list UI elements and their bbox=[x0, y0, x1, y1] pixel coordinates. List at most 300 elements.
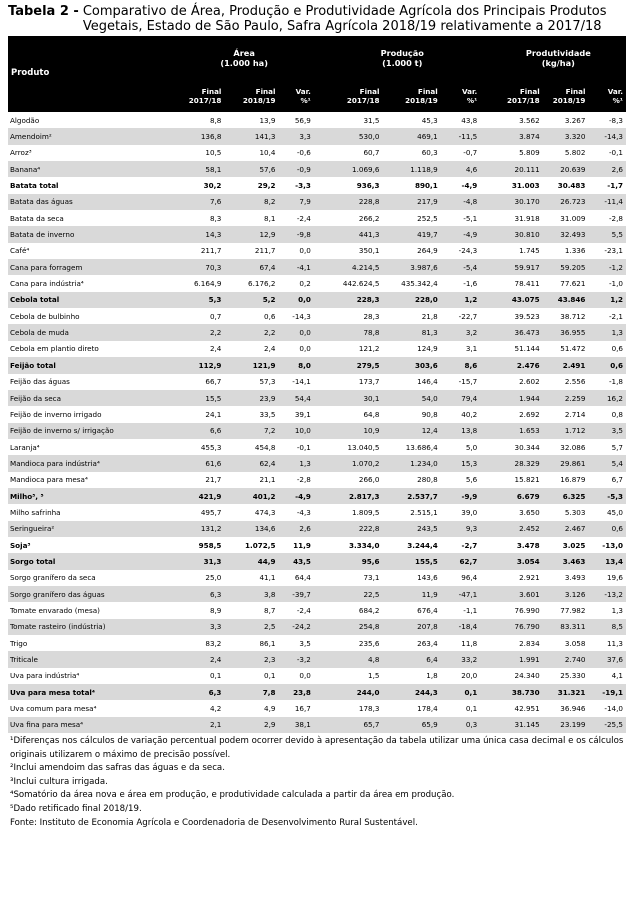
table-row bbox=[8, 292, 626, 308]
table-cell: 474,3 bbox=[254, 507, 276, 517]
table-cell: 67,4 bbox=[224, 259, 278, 275]
table-cell: 435.342,4 bbox=[401, 279, 438, 289]
table-cell: -0,1 bbox=[296, 442, 311, 452]
table-cell: 0,0 bbox=[299, 246, 311, 256]
table-cell: 178,4 bbox=[417, 704, 438, 714]
table-cell: 0,6 bbox=[588, 357, 626, 373]
table-row bbox=[8, 504, 626, 520]
table-row bbox=[8, 210, 626, 226]
table-cell: -2,4 bbox=[296, 605, 311, 615]
product-name: Cebola de muda bbox=[8, 324, 174, 340]
table-cell: 2,1 bbox=[174, 717, 224, 733]
table-cell: 96,4 bbox=[461, 573, 478, 583]
table-cell: 2.817,3 bbox=[324, 488, 382, 504]
table-cell: 131,2 bbox=[174, 521, 224, 537]
table-cell: -4,9 bbox=[441, 226, 481, 242]
subheader-var-pct: Var. %¹ bbox=[441, 80, 481, 112]
table-row bbox=[8, 488, 626, 504]
table-cell: -5,3 bbox=[588, 488, 626, 504]
table-cell: 0,0 bbox=[278, 324, 313, 340]
table-cell: 64,8 bbox=[363, 409, 380, 419]
table-cell: 2,9 bbox=[224, 717, 278, 733]
table-cell: 2.476 bbox=[491, 357, 543, 373]
table-cell: 15,5 bbox=[174, 390, 224, 406]
table-cell: 16.879 bbox=[560, 475, 586, 485]
table-row bbox=[8, 226, 626, 242]
table-cell: 10,9 bbox=[324, 423, 382, 439]
table-cell: 217,9 bbox=[382, 194, 440, 210]
table-cell: -24,2 bbox=[278, 619, 313, 635]
table-cell: 0,6 bbox=[264, 311, 276, 321]
table-cell: 1,5 bbox=[368, 671, 380, 681]
table-cell: 3.054 bbox=[491, 553, 543, 569]
product-name: Batata total bbox=[10, 181, 59, 191]
table-cell: -4,9 bbox=[461, 181, 478, 191]
table-cell: 0,8 bbox=[611, 409, 623, 419]
table-cell: 0,1 bbox=[441, 684, 481, 700]
product-name: Cana para forragem bbox=[8, 259, 174, 275]
table-cell: -0,9 bbox=[278, 161, 313, 177]
table-cell: 76.790 bbox=[491, 619, 543, 635]
table-cell: 1.234,0 bbox=[382, 455, 440, 471]
table-cell: -3,3 bbox=[295, 181, 311, 191]
product-name: Cebola de bulbinho bbox=[10, 311, 80, 321]
table-cell: 1.653 bbox=[491, 423, 543, 439]
table-cell: 2.452 bbox=[491, 521, 543, 537]
table-cell: 29,2 bbox=[257, 181, 276, 191]
table-cell: 57,6 bbox=[224, 161, 278, 177]
table-cell: 2,2 bbox=[224, 324, 278, 340]
table-cell: 350,1 bbox=[358, 246, 380, 256]
table-cell: 244,3 bbox=[382, 684, 440, 700]
table-cell: -2,1 bbox=[608, 311, 623, 321]
table-cell: 13.686,4 bbox=[405, 442, 438, 452]
table-cell: 0,2 bbox=[299, 279, 311, 289]
table-cell: 12,9 bbox=[224, 226, 278, 242]
table-cell: 64,4 bbox=[294, 573, 311, 583]
table-cell: 244,0 bbox=[324, 684, 382, 700]
table-cell: 3.874 bbox=[491, 128, 543, 144]
product-name: Cebola em plantio direto bbox=[10, 344, 99, 354]
table-cell: 43,5 bbox=[278, 553, 313, 569]
table-cell: 2.921 bbox=[519, 573, 540, 583]
table-cell: 1.944 bbox=[491, 390, 543, 406]
table-cell: 124,9 bbox=[417, 344, 438, 354]
table-cell: 5,4 bbox=[588, 455, 626, 471]
table-cell: 2,3 bbox=[224, 651, 278, 667]
table-cell: 59.917 bbox=[491, 259, 543, 275]
table-cell: 3,3 bbox=[174, 619, 224, 635]
product-name: Feijão de inverno irrigado bbox=[10, 409, 102, 419]
table-cell: 936,3 bbox=[356, 181, 380, 191]
product-name: Amendoim² bbox=[8, 128, 174, 144]
product-name: Seringueira² bbox=[8, 521, 174, 537]
table-title bbox=[8, 4, 626, 34]
table-cell: -4,8 bbox=[441, 194, 481, 210]
table-cell: 5,0 bbox=[465, 442, 478, 452]
table-cell: 39.523 bbox=[514, 311, 540, 321]
table-cell: 3,2 bbox=[441, 324, 481, 340]
footnote: ³Inclui cultura irrigada. bbox=[10, 776, 108, 787]
product-name: Arroz³ bbox=[10, 148, 32, 158]
table-cell: 4,8 bbox=[324, 651, 382, 667]
table-cell: 16,2 bbox=[588, 390, 626, 406]
table-cell: 1.991 bbox=[491, 651, 543, 667]
table-cell: 10,0 bbox=[278, 423, 313, 439]
table-cell: 1,2 bbox=[441, 292, 481, 308]
table-cell: 32.493 bbox=[543, 226, 589, 242]
table-cell: 23,9 bbox=[224, 390, 278, 406]
table-cell: -4,1 bbox=[278, 259, 313, 275]
table-cell: 78.411 bbox=[514, 279, 540, 289]
table-cell: 454,8 bbox=[254, 442, 276, 452]
table-cell: 228,0 bbox=[382, 292, 440, 308]
table-cell: 1.336 bbox=[564, 246, 586, 256]
table-cell: -2,4 bbox=[296, 213, 311, 223]
table-cell: 76.990 bbox=[514, 605, 540, 615]
table-cell: 31,3 bbox=[174, 553, 224, 569]
product-name: Feijão das águas bbox=[10, 377, 70, 387]
table-cell: 38.712 bbox=[560, 311, 586, 321]
subheader-var-pct: Var. %¹ bbox=[278, 80, 313, 112]
table-cell: 39,1 bbox=[294, 409, 311, 419]
table-cell: 3,1 bbox=[465, 344, 478, 354]
table-cell: 173,7 bbox=[358, 377, 380, 387]
table-cell: 2.491 bbox=[543, 357, 589, 373]
table-row bbox=[8, 243, 626, 259]
table-cell: 3.244,4 bbox=[407, 540, 438, 550]
table-cell: -47,1 bbox=[441, 586, 481, 602]
table-cell: 8,2 bbox=[224, 194, 278, 210]
table-cell: -5,1 bbox=[463, 213, 478, 223]
table-cell: 56,9 bbox=[294, 115, 311, 125]
table-cell: 57,3 bbox=[259, 377, 276, 387]
table-cell: 136,8 bbox=[174, 128, 224, 144]
table-cell: 3,8 bbox=[224, 586, 278, 602]
table-row bbox=[8, 177, 626, 193]
table-cell: 146,4 bbox=[417, 377, 438, 387]
table-cell: 25.330 bbox=[560, 671, 586, 681]
table-cell: 6,4 bbox=[382, 651, 440, 667]
subheader-final-2017-18: Final 2017/18 bbox=[324, 80, 382, 112]
product-name: Trigo bbox=[10, 638, 28, 648]
table-cell: 3.987,6 bbox=[382, 259, 440, 275]
table-cell: 54,4 bbox=[278, 390, 313, 406]
table-cell: 21,7 bbox=[205, 475, 222, 485]
table-row bbox=[8, 423, 626, 439]
table-cell: 60,3 bbox=[421, 148, 438, 158]
product-name: Laranja⁴ bbox=[10, 442, 40, 452]
table-row bbox=[8, 521, 626, 537]
table-cell: 21,8 bbox=[421, 311, 438, 321]
table-cell: 13.040,5 bbox=[347, 442, 380, 452]
table-cell: 51.472 bbox=[560, 344, 586, 354]
footnote: Fonte: Instituto de Economia Agrícola e Coordenadoria de Desenvolvimento Rural Sustentável. bbox=[10, 817, 418, 828]
table-row bbox=[8, 112, 626, 128]
table-row bbox=[8, 357, 626, 373]
table-row bbox=[8, 586, 626, 602]
table-cell: -22,7 bbox=[458, 311, 478, 321]
table-cell: 266,0 bbox=[358, 475, 380, 485]
table-cell: 455,3 bbox=[200, 442, 222, 452]
table-cell: 1,3 bbox=[278, 455, 313, 471]
table-cell: -13,2 bbox=[588, 586, 626, 602]
table-cell: 6.679 bbox=[491, 488, 543, 504]
table-cell: 31.003 bbox=[511, 181, 540, 191]
table-cell: -0,7 bbox=[463, 148, 478, 158]
table-cell: 25,0 bbox=[205, 573, 222, 583]
table-row bbox=[8, 717, 626, 733]
table-cell: -4,3 bbox=[296, 507, 311, 517]
table-cell: 23.199 bbox=[543, 717, 589, 733]
product-name: Sorgo total bbox=[8, 553, 174, 569]
product-name: Tomate rasteiro (indústria) bbox=[8, 619, 174, 635]
table-cell: 143,6 bbox=[417, 573, 438, 583]
table-row bbox=[8, 668, 626, 684]
table-cell: 43.846 bbox=[543, 292, 589, 308]
table-cell: 2.556 bbox=[564, 377, 586, 387]
table-cell: 43.075 bbox=[491, 292, 543, 308]
table-cell: 61,6 bbox=[174, 455, 224, 471]
table-cell: 4,6 bbox=[441, 161, 481, 177]
table-cell: 3.320 bbox=[543, 128, 589, 144]
table-cell: -13,0 bbox=[602, 540, 623, 550]
table-cell: 8,9 bbox=[209, 605, 222, 615]
table-cell: 5,3 bbox=[174, 292, 224, 308]
table-cell: -23,1 bbox=[604, 246, 623, 256]
table-cell: 121,2 bbox=[358, 344, 380, 354]
table-cell: 77.621 bbox=[560, 279, 586, 289]
table-cell: -0,1 bbox=[608, 148, 623, 158]
table-cell: 14,3 bbox=[174, 226, 224, 242]
product-name: Uva para mesa total⁴ bbox=[8, 684, 174, 700]
table-cell: 8,0 bbox=[278, 357, 313, 373]
table-cell: 38.730 bbox=[491, 684, 543, 700]
table-cell: 24.340 bbox=[514, 671, 540, 681]
table-cell: 211,7 bbox=[200, 246, 222, 256]
table-cell: 5,2 bbox=[224, 292, 278, 308]
subheader-final-2017-18: Final 2017/18 bbox=[174, 80, 224, 112]
table-row bbox=[8, 570, 626, 586]
table-cell: 41,1 bbox=[259, 573, 276, 583]
table-cell: 1.712 bbox=[543, 423, 589, 439]
table-cell: 21,1 bbox=[259, 475, 276, 485]
subheader-var-pct: Var. %¹ bbox=[588, 80, 626, 112]
table-cell: 419,7 bbox=[382, 226, 440, 242]
product-name: Uva para indústria⁴ bbox=[10, 671, 80, 681]
product-name: Tomate envarado (mesa) bbox=[10, 605, 100, 615]
table-cell: 11,9 bbox=[382, 586, 440, 602]
table-cell: 2,6 bbox=[588, 161, 626, 177]
table-row bbox=[8, 259, 626, 275]
table-row bbox=[8, 390, 626, 406]
table-cell: 30.810 bbox=[491, 226, 543, 242]
table-cell: 58,1 bbox=[174, 161, 224, 177]
table-cell: 13,9 bbox=[259, 115, 276, 125]
subheader-final-2018-19: Final 2018/19 bbox=[382, 80, 440, 112]
footnote: ¹Diferenças nos cálculos de variação percentual podem ocorrer devido à apresentação da tabela utilizar uma única casa decimal e os cálculos originais utilizarem o máximo de precisão possível. bbox=[10, 736, 624, 760]
table-row bbox=[8, 651, 626, 667]
table-cell: 5.802 bbox=[564, 148, 586, 158]
table-cell: 2.537,7 bbox=[382, 488, 440, 504]
table-cell: 2.515,1 bbox=[410, 507, 438, 517]
table-cell: 40,2 bbox=[461, 409, 478, 419]
table-cell: 211,7 bbox=[254, 246, 276, 256]
table-cell: -11,4 bbox=[588, 194, 626, 210]
table-row bbox=[8, 553, 626, 569]
table-cell: 6.176,2 bbox=[248, 279, 276, 289]
table-cell: 6,3 bbox=[174, 586, 224, 602]
product-name: Triticale bbox=[8, 651, 174, 667]
table-cell: 1.745 bbox=[519, 246, 540, 256]
table-cell: -14,3 bbox=[292, 311, 311, 321]
table-cell: 11,9 bbox=[293, 540, 311, 550]
product-name: Sorgo granífero da seca bbox=[10, 573, 96, 583]
table-title-text: Comparativo de Área, Produção e Produtividade Agrícola dos Principais Produtos Vegetais, Estado de São Paulo, Safra Agrícola 2018/19 relativamente a 2017/18 bbox=[82, 4, 607, 34]
table-cell: 36.955 bbox=[543, 324, 589, 340]
table-cell: 54,0 bbox=[382, 390, 440, 406]
table-cell: 7,6 bbox=[174, 194, 224, 210]
table-cell: 1,8 bbox=[426, 671, 438, 681]
table-cell: 2,4 bbox=[174, 651, 224, 667]
table-cell: 28,3 bbox=[363, 311, 380, 321]
table-cell: 81,3 bbox=[382, 324, 440, 340]
table-cell: 228,8 bbox=[324, 194, 382, 210]
table-cell: 4,1 bbox=[611, 671, 623, 681]
table-cell: 15,3 bbox=[441, 455, 481, 471]
table-row bbox=[8, 275, 626, 291]
table-cell: 252,5 bbox=[417, 213, 438, 223]
table-cell: 8,5 bbox=[588, 619, 626, 635]
table-cell: 530,0 bbox=[324, 128, 382, 144]
table-cell: 8,3 bbox=[209, 213, 222, 223]
table-cell: 8,8 bbox=[209, 115, 222, 125]
product-name: Café⁴ bbox=[10, 246, 30, 256]
table-cell: 7,9 bbox=[278, 194, 313, 210]
table-cell: 890,1 bbox=[414, 181, 438, 191]
table-cell: 83,2 bbox=[205, 638, 222, 648]
table-cell: 20.111 bbox=[491, 161, 543, 177]
table-row bbox=[8, 161, 626, 177]
table-cell: -1,0 bbox=[608, 279, 623, 289]
table-cell: 33,2 bbox=[441, 651, 481, 667]
table-cell: 95,6 bbox=[324, 553, 382, 569]
table-cell: 70,3 bbox=[174, 259, 224, 275]
table-cell: 3.493 bbox=[564, 573, 586, 583]
table-cell: 3.562 bbox=[519, 115, 540, 125]
table-row bbox=[8, 700, 626, 716]
table-cell: 3,5 bbox=[299, 638, 311, 648]
table-cell: 24,1 bbox=[205, 409, 222, 419]
table-cell: 30.170 bbox=[491, 194, 543, 210]
table-cell: 29.861 bbox=[543, 455, 589, 471]
table-cell: 23,8 bbox=[278, 684, 313, 700]
table-cell: 44,9 bbox=[224, 553, 278, 569]
table-cell: 8,6 bbox=[441, 357, 481, 373]
table-cell: 51.144 bbox=[514, 344, 540, 354]
table-cell: 121,9 bbox=[224, 357, 278, 373]
table-cell: -2,8 bbox=[608, 213, 623, 223]
table-cell: 45,3 bbox=[421, 115, 438, 125]
table-cell: -25,5 bbox=[588, 717, 626, 733]
product-name: Cana para indústria⁴ bbox=[10, 279, 84, 289]
table-cell: 16,7 bbox=[294, 704, 311, 714]
table-row bbox=[8, 537, 626, 553]
table-cell: 4,9 bbox=[264, 704, 276, 714]
table-cell: 0,7 bbox=[209, 311, 222, 321]
table-cell: 3.025 bbox=[562, 540, 586, 550]
table-cell: 2.692 bbox=[519, 409, 540, 419]
table-cell: 5.809 bbox=[519, 148, 540, 158]
table-cell: 59.205 bbox=[543, 259, 589, 275]
table-cell: 38,1 bbox=[278, 717, 313, 733]
table-cell: 5.303 bbox=[564, 507, 586, 517]
table-cell: -39,7 bbox=[278, 586, 313, 602]
table-cell: 495,7 bbox=[200, 507, 222, 517]
table-cell: 13,8 bbox=[441, 423, 481, 439]
table-cell: 254,8 bbox=[324, 619, 382, 635]
subheader-final-2018-19: Final 2018/19 bbox=[543, 80, 589, 112]
table-cell: 28.329 bbox=[491, 455, 543, 471]
product-name: Batata de inverno bbox=[8, 226, 174, 242]
table-row bbox=[8, 308, 626, 324]
table-cell: 442.624,5 bbox=[342, 279, 380, 289]
table-cell: 22,5 bbox=[324, 586, 382, 602]
table-cell: 13,4 bbox=[588, 553, 626, 569]
table-cell: 1.072,5 bbox=[245, 540, 276, 550]
table-cell: -9,8 bbox=[278, 226, 313, 242]
table-cell: 1,2 bbox=[588, 292, 626, 308]
table-row bbox=[8, 128, 626, 144]
table-cell: 266,2 bbox=[358, 213, 380, 223]
footnote: ²Inclui amendoim das safras das águas e da seca. bbox=[10, 763, 225, 774]
table-cell: 112,9 bbox=[174, 357, 224, 373]
product-name: Uva comum para mesa⁴ bbox=[10, 704, 97, 714]
table-cell: 1.069,6 bbox=[324, 161, 382, 177]
table-cell: 3.463 bbox=[543, 553, 589, 569]
table-cell: 6,7 bbox=[611, 475, 623, 485]
table-cell: 30,1 bbox=[324, 390, 382, 406]
table-row bbox=[8, 455, 626, 471]
table-cell: 2.740 bbox=[543, 651, 589, 667]
table-cell: 222,8 bbox=[324, 521, 382, 537]
table-cell: -0,6 bbox=[296, 148, 311, 158]
table-cell: 0,0 bbox=[278, 292, 313, 308]
footnote: ⁴Somatório da área nova e área em produção, e produtividade calculada a partir da área em produção. bbox=[10, 790, 455, 801]
table-cell: 2.259 bbox=[543, 390, 589, 406]
table-cell: 6,6 bbox=[174, 423, 224, 439]
table-cell: 2,2 bbox=[174, 324, 224, 340]
table-cell: 235,6 bbox=[358, 638, 380, 648]
table-cell: 2,4 bbox=[264, 344, 276, 354]
table-cell: -3,2 bbox=[278, 651, 313, 667]
table-cell: 9,3 bbox=[441, 521, 481, 537]
table-cell: 6.325 bbox=[543, 488, 589, 504]
product-name: Algodão bbox=[10, 115, 40, 125]
table-cell: 45,0 bbox=[606, 507, 623, 517]
table-cell: 3.058 bbox=[564, 638, 586, 648]
table-cell: 66,7 bbox=[205, 377, 222, 387]
table-row bbox=[8, 341, 626, 357]
table-cell: 0,3 bbox=[441, 717, 481, 733]
data-table bbox=[8, 36, 626, 733]
table-cell: 60,7 bbox=[363, 148, 380, 158]
table-cell: -15,7 bbox=[458, 377, 478, 387]
table-cell: 1.118,9 bbox=[382, 161, 440, 177]
table-cell: 3.601 bbox=[491, 586, 543, 602]
table-cell: 77.982 bbox=[560, 605, 586, 615]
table-cell: 78,8 bbox=[324, 324, 382, 340]
